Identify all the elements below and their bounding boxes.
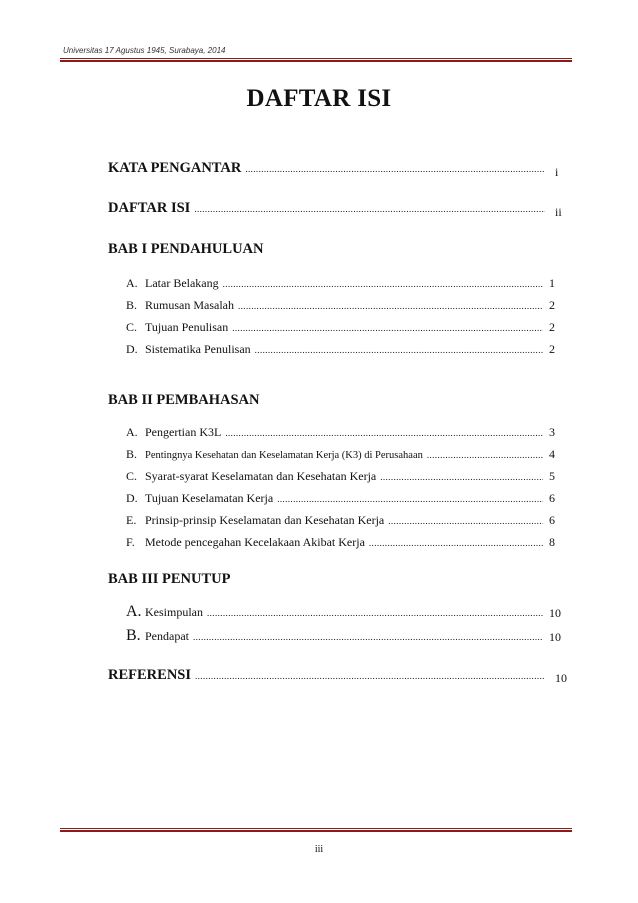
toc-leader-dots [207, 608, 543, 618]
toc-entry-label: Pendapat [145, 629, 189, 643]
toc-entry-pengertian-k3l[interactable] [126, 425, 546, 440]
toc-leader-dots [380, 472, 543, 482]
toc-entry-label: Kesimpulan [145, 605, 203, 619]
toc-entry-letter: B. [126, 447, 138, 461]
toc-entry-label: Tujuan Penulisan [145, 320, 229, 334]
toc-entry-letter: D. [126, 342, 138, 356]
toc-entry-kata-pengantar[interactable] [108, 160, 548, 177]
toc-entry-label: Prinsip-prinsip Keselamatan dan Kesehatan Kerja [145, 513, 385, 527]
toc-leader-dots [369, 538, 543, 548]
toc-entry-prinsip-prinsip[interactable] [126, 513, 546, 528]
toc-page-number: 10 [549, 630, 561, 644]
toc-entry-label: Tujuan Keselamatan Kerja [145, 491, 274, 505]
toc-entry-letter: C. [126, 320, 138, 334]
toc-entry-letter: A. [126, 276, 138, 290]
chapter-heading-bab-1[interactable]: BAB I PENDAHULUAN [108, 241, 264, 257]
toc-entry-kesimpulan[interactable] [126, 603, 546, 621]
toc-entry-letter: C. [126, 469, 138, 483]
toc-leader-dots [388, 516, 543, 526]
toc-page-number: 1 [549, 276, 555, 290]
toc-page-number: 4 [549, 447, 555, 461]
toc-entry-label: Metode pencegahan Kecelakaan Akibat Kerja [145, 535, 365, 549]
running-header: Universitas 17 Agustus 1945, Surabaya, 2014 [63, 46, 226, 55]
toc-entry-label: Pengertian K3L [145, 425, 222, 439]
chapter-heading-bab-2[interactable]: BAB II PEMBAHASAN [108, 392, 260, 408]
toc-page-number: 10 [549, 606, 561, 620]
toc-entry-letter: A. [126, 603, 142, 620]
toc-entry-label: Sistematika Penulisan [145, 342, 251, 356]
toc-entry-daftar-isi[interactable] [108, 200, 548, 217]
toc-entry-letter: F. [126, 535, 135, 549]
toc-page-number: i [555, 165, 559, 179]
toc-page-number: 2 [549, 298, 555, 312]
toc-leader-dots [195, 671, 545, 681]
toc-entry-label: DAFTAR ISI [108, 200, 191, 216]
toc-entry-letter: B. [126, 627, 141, 644]
toc-leader-dots [193, 632, 543, 642]
toc-page-number: 2 [549, 320, 555, 334]
toc-page-number: 5 [549, 469, 555, 483]
toc-leader-dots [238, 301, 543, 311]
page-title: DAFTAR ISI [246, 85, 392, 112]
header-rule-thick [60, 60, 572, 62]
toc-leader-dots [223, 279, 543, 289]
toc-leader-dots [427, 450, 543, 460]
toc-entry-label: Pentingnya Kesehatan dan Keselamatan Kerja (K3) di Perusahaan [145, 450, 423, 461]
page-number: iii [314, 844, 324, 855]
toc-page-number: 2 [549, 342, 555, 356]
toc-entry-letter: A. [126, 425, 138, 439]
toc-entry-letter: E. [126, 513, 137, 527]
toc-page-number: ii [555, 205, 562, 219]
toc-page-number: 6 [549, 491, 555, 505]
toc-page-number: 3 [549, 425, 555, 439]
toc-entry-pendapat[interactable] [126, 627, 546, 645]
toc-entry-letter: B. [126, 298, 138, 312]
toc-entry-label: REFERENSI [108, 667, 191, 683]
toc-leader-dots [225, 428, 543, 438]
toc-entry-metode-pencegahan[interactable] [126, 535, 546, 550]
toc-entry-pentingnya-k3[interactable] [126, 447, 546, 462]
toc-entry-tujuan-keselamatan[interactable] [126, 491, 546, 506]
toc-leader-dots [277, 494, 543, 504]
toc-entry-label: Latar Belakang [145, 276, 219, 290]
toc-page-number: 6 [549, 513, 555, 527]
header-rule-thin [60, 58, 572, 59]
toc-leader-dots [245, 164, 545, 174]
toc-entry-letter: D. [126, 491, 138, 505]
footer-rule-thick [60, 830, 572, 832]
toc-entry-tujuan-penulisan[interactable] [126, 320, 546, 335]
toc-leader-dots [194, 204, 545, 214]
toc-leader-dots [255, 345, 543, 355]
toc-entry-referensi[interactable] [108, 667, 548, 684]
footer-rule-thin [60, 828, 572, 829]
toc-leader-dots [232, 323, 543, 333]
toc-page-number: 8 [549, 535, 555, 549]
toc-entry-rumusan-masalah[interactable] [126, 298, 546, 313]
toc-entry-label: Syarat-syarat Keselamatan dan Kesehatan Kerja [145, 469, 377, 483]
chapter-heading-bab-3[interactable]: BAB III PENUTUP [108, 571, 231, 587]
toc-entry-label: Rumusan Masalah [145, 298, 234, 312]
toc-entry-latar-belakang[interactable] [126, 276, 546, 291]
toc-entry-syarat-syarat[interactable] [126, 469, 546, 484]
toc-entry-label: KATA PENGANTAR [108, 160, 242, 176]
toc-page-number: 10 [555, 671, 567, 685]
toc-entry-sistematika-penulisan[interactable] [126, 342, 546, 357]
